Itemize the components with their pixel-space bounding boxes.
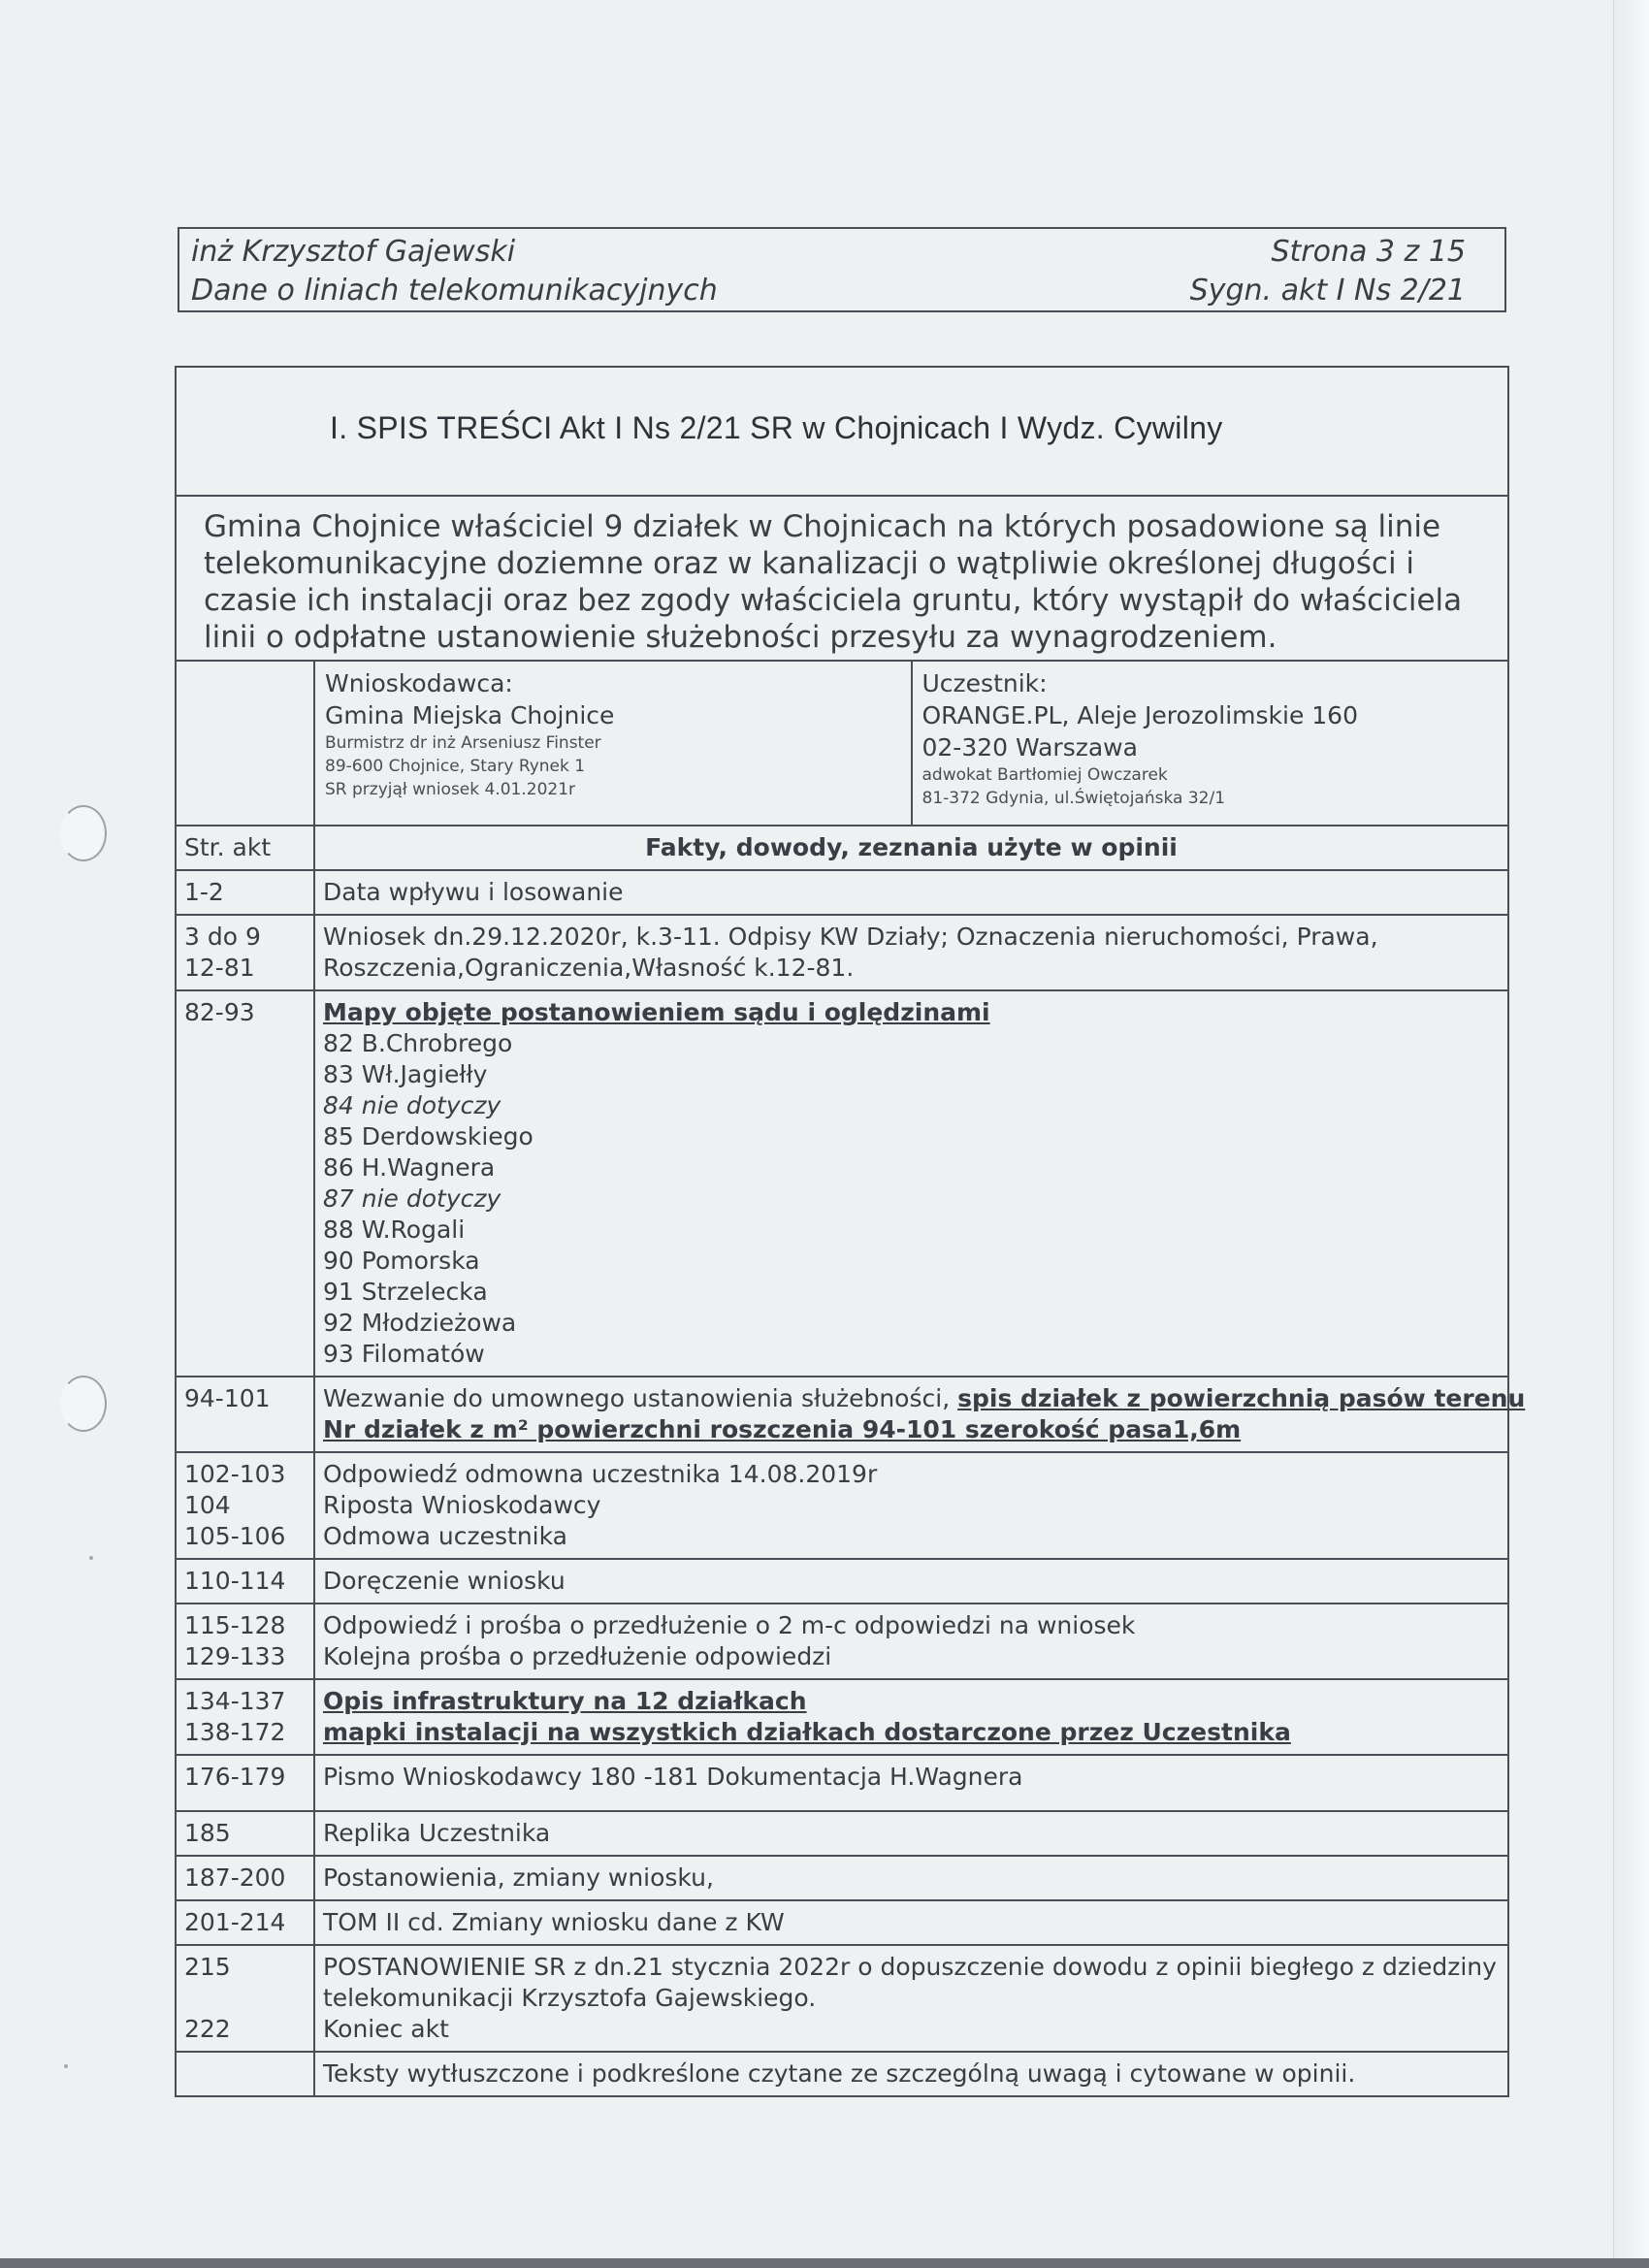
facts-cell	[315, 2053, 1507, 2095]
facts-cell	[315, 1680, 1507, 1754]
page-range-cell	[177, 2053, 315, 2095]
toc-row	[177, 2053, 1507, 2095]
toc-rows	[177, 871, 1526, 2095]
fact-line: Nr działek z m² powierzchni roszczenia 94-101 szerokość pasa1,6m	[323, 1415, 1242, 1443]
page-range-cell	[177, 1946, 315, 2051]
participant-city: 02-320 Warszawa	[922, 733, 1138, 761]
parties-row	[177, 662, 1507, 826]
fact-line: Wezwanie do umownego ustanowienia służebności, spis działek z powierzchnią pasów terenu	[323, 1384, 1526, 1412]
toc-title: I. SPIS TREŚCI Akt I Ns 2/21 SR w Chojnicach I Wydz. Cywilny	[330, 410, 1223, 445]
participant-lawyer-address: 81-372 Gdynia, ul.Świętojańska 32/1	[922, 789, 1226, 808]
page-range	[184, 1983, 306, 2014]
facts-cell	[315, 1756, 1507, 1810]
toc-table	[175, 366, 1526, 2097]
page-range: 3 do 9	[184, 923, 261, 951]
fact-line: Postanowienia, zmiany wniosku,	[323, 1863, 714, 1892]
fact-line: Odpowiedź i prośba o przedłużenie o 2 m-c odpowiedzi na wniosek	[323, 1611, 1136, 1639]
page-range-cell	[177, 991, 315, 1376]
facts-cell	[315, 1857, 1507, 1899]
col-header-pages: Str. akt	[177, 826, 315, 869]
applicant-address: 89-600 Chojnice, Stary Rynek 1	[325, 757, 586, 776]
scan-speck	[64, 2064, 68, 2068]
toc-row	[177, 1453, 1507, 1560]
facts-cell	[315, 1560, 1507, 1603]
fact-line: Replika Uczestnika	[323, 1819, 551, 1847]
fact-line: Pismo Wnioskodawcy 180 -181 Dokumentacja H.Wagnera	[323, 1763, 1023, 1791]
page-range: 215	[184, 1953, 231, 1981]
page-range: 187-200	[184, 1863, 286, 1892]
fact-line: Odpowiedź odmowna uczestnika 14.08.2019r	[323, 1460, 878, 1488]
participant-label: Uczestnik:	[922, 669, 1048, 697]
fact-line: 91 Strzelecka	[323, 1278, 488, 1306]
fact-line: 90 Pomorska	[323, 1247, 480, 1275]
toc-row	[177, 1857, 1507, 1901]
fact-line: mapki instalacji na wszystkich działkach dostarczone przez Uczestnika	[323, 1718, 1291, 1746]
fact-line: Koniec akt	[323, 2015, 449, 2043]
page-range: 129-133	[184, 1642, 286, 1670]
page-range: 102-103	[184, 1460, 286, 1488]
page-range: 104	[184, 1491, 231, 1519]
fact-line: 82 B.Chrobrego	[323, 1029, 513, 1057]
toc-row	[177, 1560, 1507, 1604]
page-range: 94-101	[184, 1384, 271, 1412]
scan-speck	[89, 1556, 93, 1560]
page-range-cell	[177, 916, 315, 989]
facts-cell	[315, 1946, 1507, 2051]
toc-row	[177, 871, 1507, 916]
applicant-label: Wnioskodawca:	[325, 669, 513, 697]
fact-line: 84 nie dotyczy	[323, 1091, 501, 1119]
facts-cell	[315, 1812, 1507, 1855]
fact-line: Teksty wytłuszczone i podkreślone czytane ze szczególną uwagą i cytowane w opinii.	[323, 2059, 1356, 2088]
fact-line: 86 H.Wagnera	[323, 1153, 496, 1182]
toc-row	[177, 1946, 1507, 2053]
intro-line: czasie ich instalacji oraz bez zgody właściciela gruntu, który wystąpił do właściciela	[204, 583, 1463, 618]
page-range: 110-114	[184, 1567, 286, 1595]
intro-row	[177, 497, 1507, 662]
toc-row	[177, 1604, 1507, 1680]
toc-title-row	[177, 368, 1507, 497]
fact-line: POSTANOWIENIE SR z dn.21 stycznia 2022r o dopuszczenie dowodu z opinii biegłego z dziedziny	[323, 1953, 1497, 1981]
fact-line: 93 Filomatów	[323, 1340, 485, 1368]
applicant-rep: Burmistrz dr inż Arseniusz Finster	[325, 733, 601, 753]
intro-line: linii o odpłatne ustanowienie służebności przesyłu za wynagrodzeniem.	[204, 620, 1277, 655]
fact-line: 83 Wł.Jagiełły	[323, 1060, 488, 1088]
participant-lawyer: adwokat Bartłomiej Owczarek	[922, 765, 1168, 785]
fact-line: 87 nie dotyczy	[323, 1184, 501, 1213]
parties-cell	[315, 662, 1507, 825]
toc-row	[177, 916, 1507, 991]
page-range-cell	[177, 871, 315, 914]
fact-line: Wniosek dn.29.12.2020r, k.3-11. Odpisy KW Działy; Oznaczenia nieruchomości, Prawa,	[323, 923, 1378, 951]
toc-row	[177, 1756, 1507, 1812]
fact-line: Riposta Wnioskodawcy	[323, 1491, 601, 1519]
fact-line: 85 Derdowskiego	[323, 1122, 534, 1150]
toc-row	[177, 1680, 1507, 1756]
applicant-name: Gmina Miejska Chojnice	[325, 701, 615, 729]
toc-row	[177, 1377, 1526, 1453]
fact-line: Data wpływu i losowanie	[323, 878, 624, 906]
page-range-cell	[177, 1756, 315, 1810]
page-range-cell	[177, 1857, 315, 1899]
participant-name: ORANGE.PL, Aleje Jerozolimskie 160	[922, 701, 1358, 729]
page-range: 82-93	[184, 998, 255, 1026]
page-range: 138-172	[184, 1718, 286, 1746]
facts-cell	[315, 871, 1507, 914]
page-range: 105-106	[184, 1522, 286, 1550]
participant-block	[913, 662, 1508, 825]
header-case-ref: Sygn. akt I Ns 2/21	[1189, 274, 1466, 308]
fact-line: Odmowa uczestnika	[323, 1522, 567, 1550]
toc-row	[177, 1812, 1507, 1857]
fact-emphasis: spis działek z powierzchnią pasów terenu	[957, 1384, 1526, 1412]
page-range-cell	[177, 1604, 315, 1678]
facts-cell	[315, 1901, 1507, 1944]
page-range: 115-128	[184, 1611, 286, 1639]
intro-line: Gmina Chojnice właściciel 9 działek w Chojnicach na których posadowione są linie	[204, 509, 1441, 544]
parties-empty-cell	[177, 662, 315, 825]
page-range-cell	[177, 1812, 315, 1855]
page-header	[178, 227, 1506, 312]
column-header-row	[177, 826, 1507, 871]
header-page-number: Strona 3 z 15	[1271, 235, 1466, 269]
page-range: 222	[184, 2015, 231, 2043]
page-range: 134-137	[184, 1687, 286, 1715]
fact-line: Roszczenia,Ograniczenia,Własność k.12-81.	[323, 954, 855, 982]
applicant-received: SR przyjął wniosek 4.01.2021r	[325, 780, 576, 799]
page-range-cell	[177, 1377, 315, 1451]
facts-cell	[315, 1604, 1507, 1678]
intro-line: telekomunikacyjne doziemne oraz w kanalizacji o wątpliwie określonej długości i	[204, 546, 1415, 581]
page-range: 201-214	[184, 1908, 286, 1936]
fact-line: Kolejna prośba o przedłużenie odpowiedzi	[323, 1642, 832, 1670]
toc-row	[177, 1901, 1507, 1946]
page-range: 1-2	[184, 878, 224, 906]
page-range-cell	[177, 1901, 315, 1944]
fact-line: 92 Młodzieżowa	[323, 1309, 517, 1337]
fact-line: Doręczenie wniosku	[323, 1567, 566, 1595]
col-header-facts: Fakty, dowody, zeznania użyte w opinii	[645, 833, 1178, 861]
page-range-cell	[177, 1680, 315, 1754]
facts-cell	[315, 991, 1507, 1376]
header-author: inż Krzysztof Gajewski	[191, 235, 516, 269]
fact-line: telekomunikacji Krzysztofa Gajewskiego.	[323, 1984, 817, 2012]
scan-edge-bottom	[0, 2258, 1649, 2268]
page-range-cell	[177, 1560, 315, 1603]
page-range-cell	[177, 1453, 315, 1558]
applicant-block	[315, 662, 913, 825]
page-range: 12-81	[184, 954, 255, 982]
page-range: 185	[184, 1819, 231, 1847]
fact-line: Opis infrastruktury na 12 działkach	[323, 1687, 807, 1715]
page-range: 176-179	[184, 1763, 286, 1791]
scan-edge	[1613, 0, 1649, 2268]
toc-row	[177, 991, 1507, 1377]
fact-line: TOM II cd. Zmiany wniosku dane z KW	[323, 1908, 785, 1936]
page-range	[184, 2058, 306, 2090]
facts-cell	[315, 1453, 1507, 1558]
fact-line: Mapy objęte postanowieniem sądu i oględzinami	[323, 998, 990, 1026]
punch-hole	[60, 805, 107, 861]
facts-cell	[315, 1377, 1533, 1451]
facts-cell	[315, 916, 1507, 989]
punch-hole	[60, 1376, 107, 1432]
fact-line: 88 W.Rogali	[323, 1215, 466, 1244]
intro-paragraph	[204, 508, 1465, 656]
header-subject: Dane o liniach telekomunikacyjnych	[191, 274, 718, 308]
